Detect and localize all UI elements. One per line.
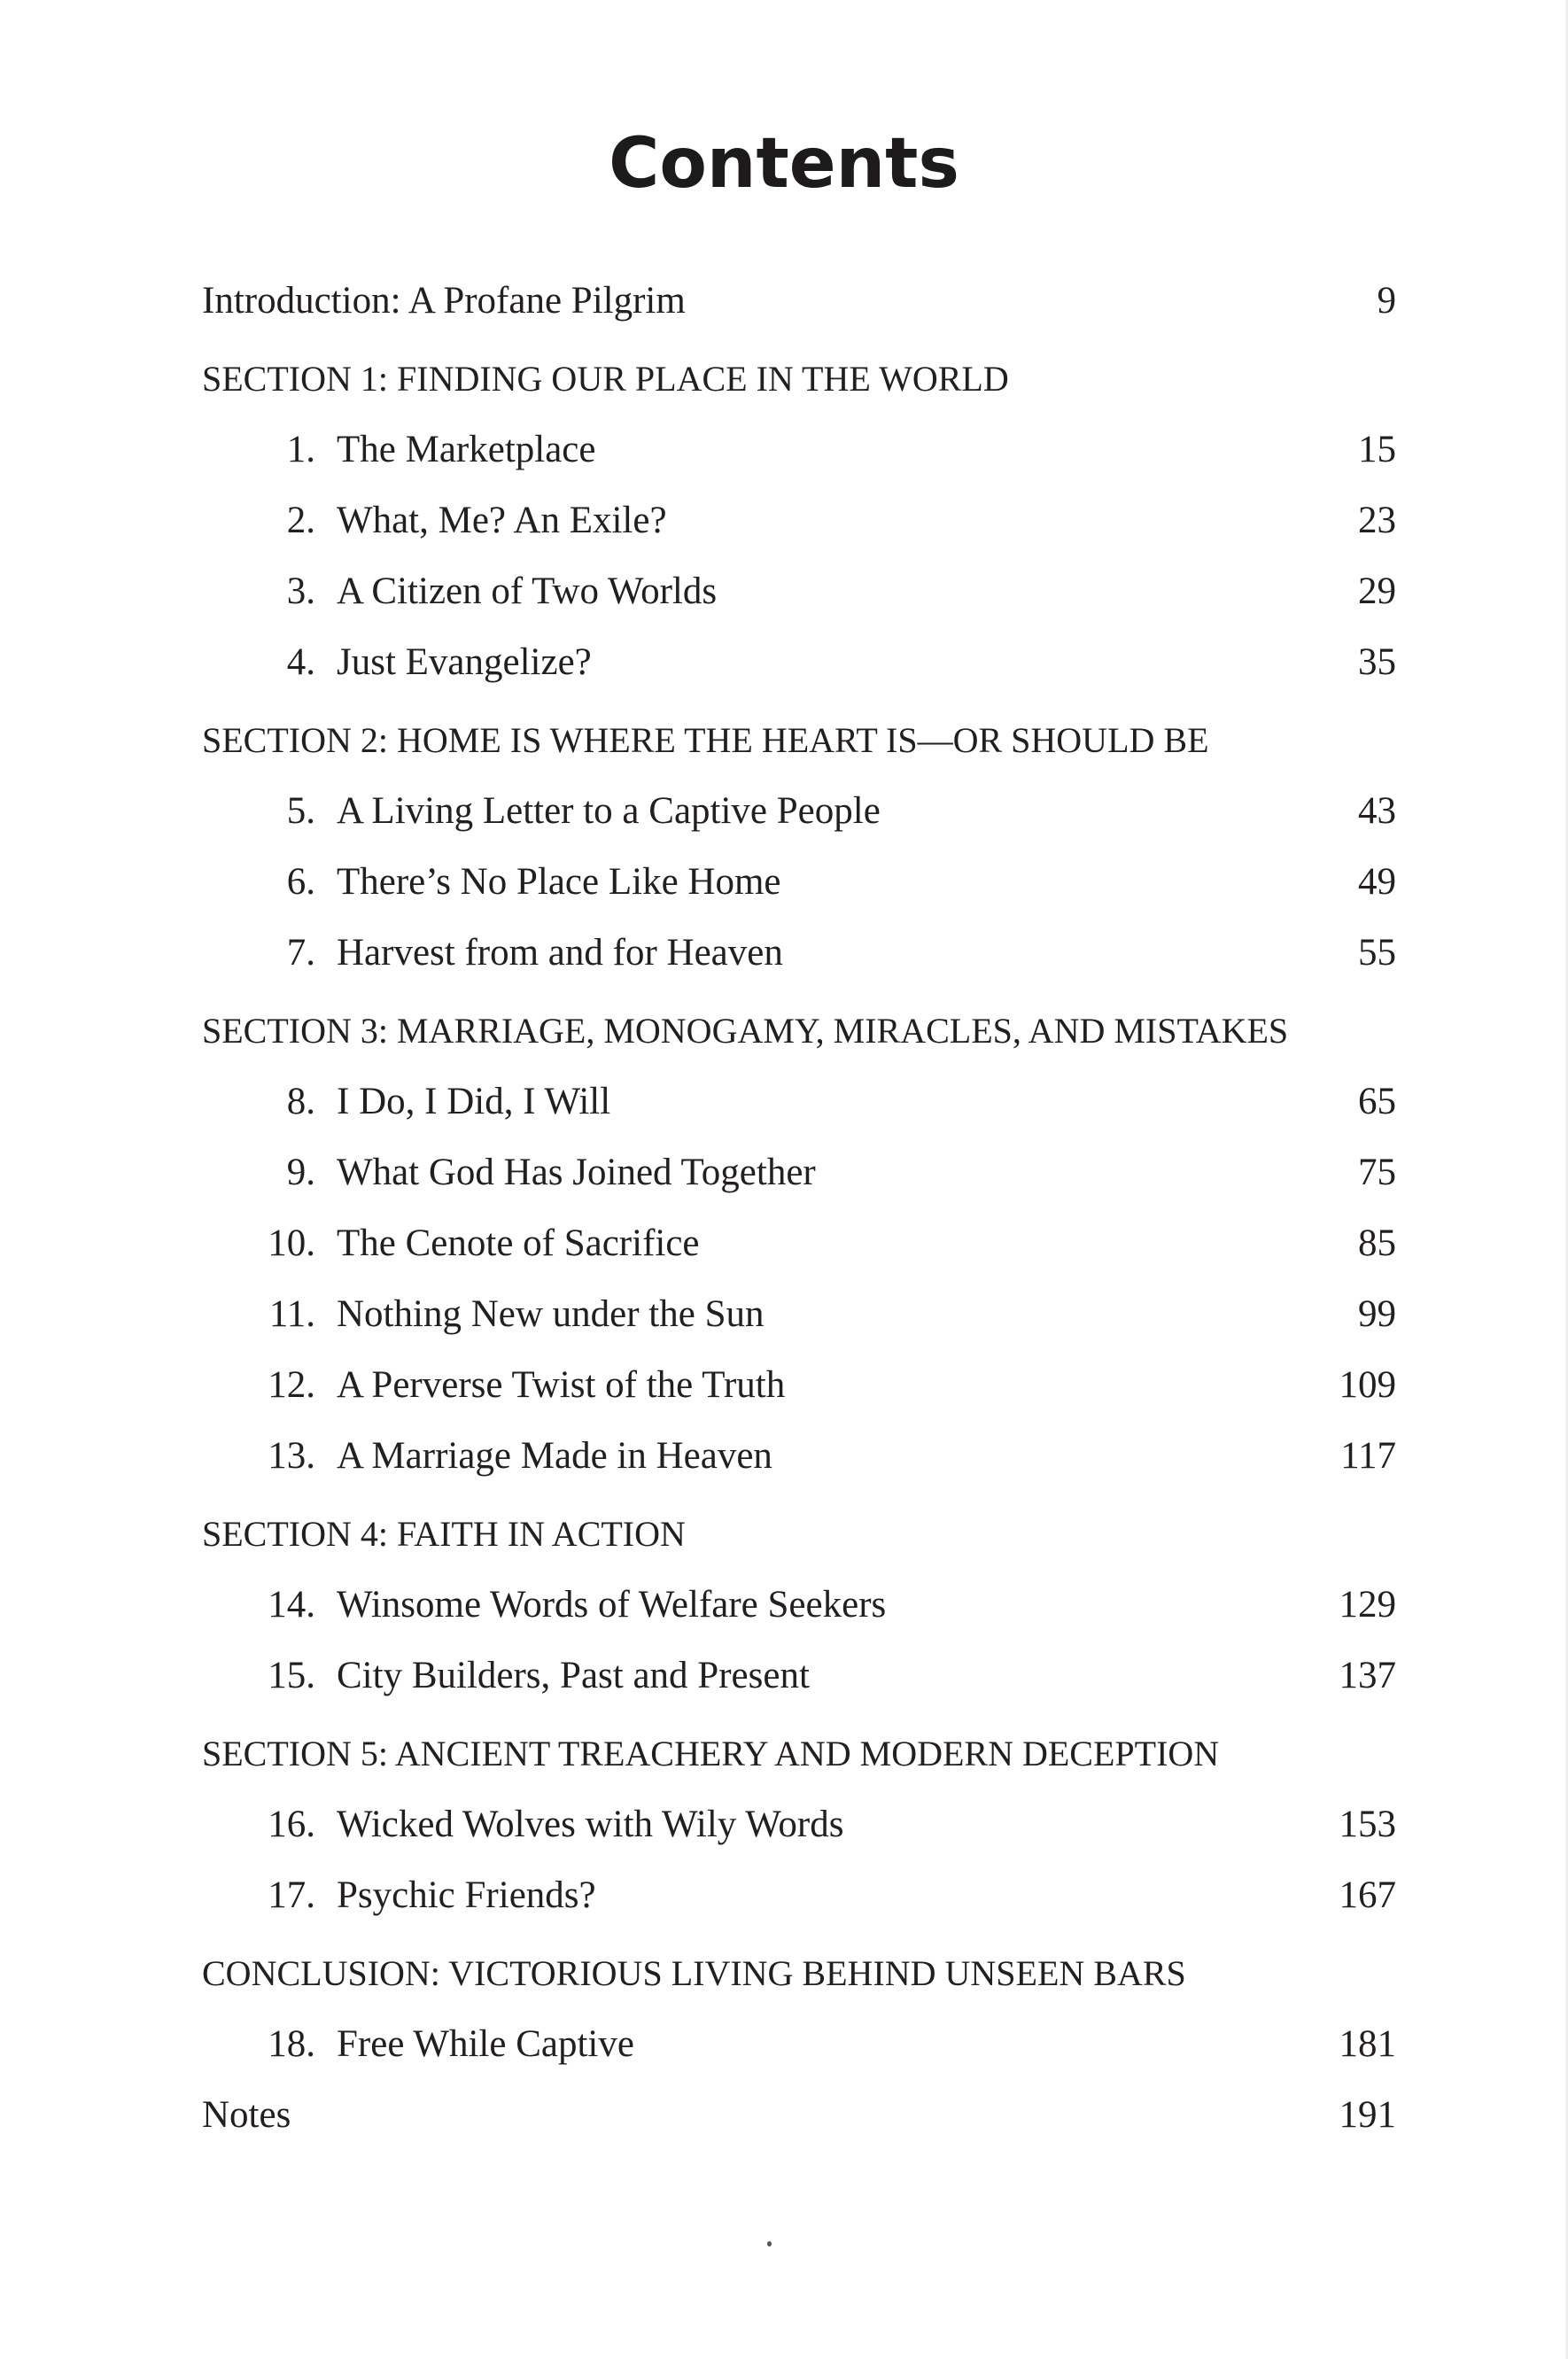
section-heading-3 (202, 989, 1396, 1067)
page-number: 35 (1358, 641, 1396, 683)
chapter-number: 10. (268, 1222, 315, 1264)
page-number: 49 (1358, 861, 1396, 903)
chapter-title: A Citizen of Two Worlds (337, 570, 718, 612)
chapter-number: 2. (286, 500, 315, 541)
toc-chapter-6 (202, 847, 1396, 918)
chapter-number: 17. (268, 1874, 315, 1916)
chapter-number: 16. (268, 1804, 315, 1845)
toc-chapter-10 (202, 1208, 1396, 1279)
chapter-title: City Builders, Past and Present (337, 1655, 810, 1696)
table-of-contents (202, 266, 1396, 2151)
toc-chapter-15 (202, 1641, 1396, 1711)
toc-chapter-2 (202, 485, 1396, 556)
toc-chapter-12 (202, 1350, 1396, 1421)
chapter-title: Harvest from and for Heaven (337, 932, 783, 974)
page-number: 109 (1339, 1364, 1396, 1406)
page-number: 65 (1358, 1081, 1396, 1122)
page-number: 181 (1339, 2023, 1396, 2065)
chapter-title: The Cenote of Sacrifice (337, 1222, 700, 1264)
toc-chapter-13 (202, 1421, 1396, 1492)
toc-entry-notes (202, 2080, 1396, 2151)
section-heading-5 (202, 1711, 1396, 1789)
chapter-title: Nothing New under the Sun (337, 1293, 765, 1335)
chapter-title: A Living Letter to a Captive People (337, 790, 881, 832)
page-number: 191 (1339, 2094, 1396, 2136)
chapter-number: 6. (286, 861, 315, 903)
print-speck (767, 2241, 772, 2246)
toc-entry-introduction (202, 266, 1396, 337)
toc-chapter-8 (202, 1067, 1396, 1137)
chapter-title: Psychic Friends? (337, 1874, 596, 1916)
chapter-number: 4. (286, 641, 315, 683)
toc-chapter-9 (202, 1137, 1396, 1208)
chapter-number: 18. (268, 2023, 315, 2065)
page-number: 85 (1358, 1222, 1396, 1264)
page-number: 153 (1339, 1804, 1396, 1845)
chapter-number: 1. (286, 429, 315, 470)
section-label: SECTION 2: HOME IS WHERE THE HEART IS—OR SHOULD BE (202, 720, 1209, 760)
page-number: 167 (1339, 1874, 1396, 1916)
chapter-number: 13. (268, 1435, 315, 1477)
page-number: 137 (1339, 1655, 1396, 1696)
chapter-title: The Marketplace (337, 429, 596, 470)
section-label: SECTION 4: FAITH IN ACTION (202, 1514, 686, 1554)
page-number: 75 (1358, 1152, 1396, 1193)
page-number: 43 (1358, 790, 1396, 832)
chapter-title: Wicked Wolves with Wily Words (337, 1804, 844, 1845)
chapter-title: Winsome Words of Welfare Seekers (337, 1584, 887, 1626)
chapter-title: What God Has Joined Together (337, 1152, 816, 1193)
page-edge-shadow (1564, 0, 1568, 2359)
toc-chapter-16 (202, 1789, 1396, 1860)
toc-chapter-14 (202, 1570, 1396, 1641)
toc-chapter-11 (202, 1279, 1396, 1350)
page-number: 55 (1358, 932, 1396, 974)
chapter-number: 3. (286, 570, 315, 612)
chapter-number: 7. (286, 932, 315, 974)
toc-chapter-17 (202, 1860, 1396, 1931)
chapter-title: There’s No Place Like Home (337, 861, 781, 903)
page-number: 9 (1377, 280, 1396, 322)
chapter-title: A Perverse Twist of the Truth (337, 1364, 786, 1406)
section-label: SECTION 3: MARRIAGE, MONOGAMY, MIRACLES, AND MISTAKES (202, 1011, 1289, 1051)
toc-chapter-1 (202, 415, 1396, 485)
chapter-title: I Do, I Did, I Will (337, 1081, 611, 1122)
toc-chapter-3 (202, 556, 1396, 627)
section-label: SECTION 1: FINDING OUR PLACE IN THE WORLD (202, 359, 1009, 399)
toc-chapter-7 (202, 918, 1396, 989)
page-number: 129 (1339, 1584, 1396, 1626)
section-label: CONCLUSION: VICTORIOUS LIVING BEHIND UNSEEN BARS (202, 1953, 1186, 1993)
chapter-number: 15. (268, 1655, 315, 1696)
chapter-number: 14. (268, 1584, 315, 1626)
page-number: 23 (1358, 500, 1396, 541)
toc-chapter-18 (202, 2009, 1396, 2080)
chapter-title: Free While Captive (337, 2023, 634, 2065)
page-title: Contents (609, 124, 959, 204)
toc-chapter-4 (202, 627, 1396, 698)
page-number: 15 (1358, 429, 1396, 470)
chapter-number: 9. (286, 1152, 315, 1193)
section-heading-2 (202, 698, 1396, 776)
chapter-title: What, Me? An Exile? (337, 500, 667, 541)
toc-chapter-5 (202, 776, 1396, 847)
chapter-title: Just Evangelize? (337, 641, 592, 683)
section-label: SECTION 5: ANCIENT TREACHERY AND MODERN DECEPTION (202, 1734, 1220, 1773)
chapter-number: 8. (286, 1081, 315, 1122)
entry-label: Introduction: A Profane Pilgrim (202, 280, 686, 322)
chapter-number: 12. (268, 1364, 315, 1406)
entry-label: Notes (202, 2094, 291, 2136)
chapter-number: 5. (286, 790, 315, 832)
chapter-number: 11. (268, 1293, 315, 1335)
section-heading-conclusion (202, 1931, 1396, 2009)
page-number: 117 (1340, 1435, 1396, 1477)
page-number: 29 (1358, 570, 1396, 612)
section-heading-1 (202, 337, 1396, 415)
page-number: 99 (1358, 1293, 1396, 1335)
section-heading-4 (202, 1492, 1396, 1570)
chapter-title: A Marriage Made in Heaven (337, 1435, 772, 1477)
